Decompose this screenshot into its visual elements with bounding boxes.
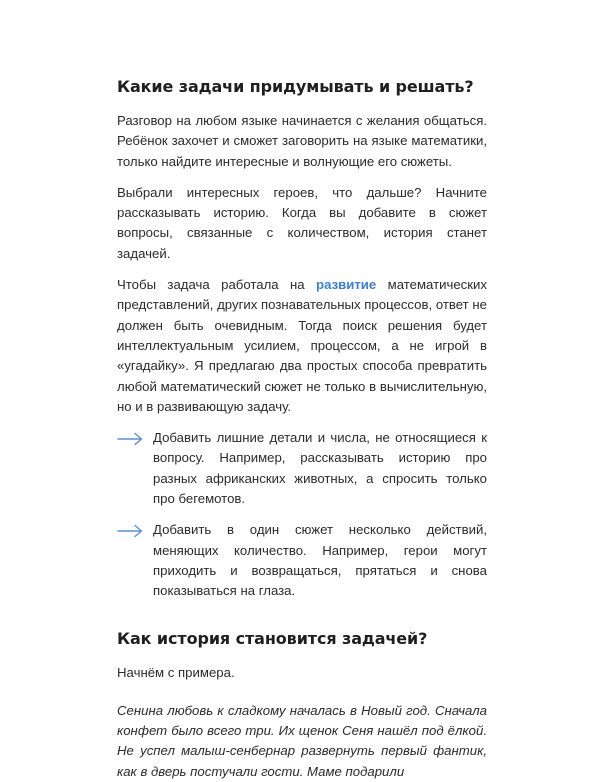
list-item-text: Добавить лишние детали и числа, не относящиеся к вопросу. Например, рассказывать историю про разных африканских животных, а спросить только про бегемотов.	[153, 430, 487, 507]
section-heading-tasks: Какие задачи придумывать и решать?	[117, 77, 474, 96]
paragraph-development-end: математических представлений, других познавательных процессов, ответ не должен быть очевидным. Тогда поиск решения будет интеллектуальным усилием, процессом, а не игрой в «угадайку». Я предлагаю два простых способа превратить любой математический сюжет не только в вычислительную, но и в развивающую задачу.	[117, 277, 488, 414]
list-item	[117, 428, 487, 509]
paragraph-heroes: Выбрали интересных героев, что дальше? Начните рассказывать историю. Когда вы добавите в сюжет вопросы, связанные с количеством, история станет задачей.	[117, 184, 487, 261]
paragraph-development	[117, 275, 487, 417]
arrow-right-icon	[117, 432, 143, 446]
methods-list	[117, 428, 487, 601]
list-item	[117, 520, 487, 601]
paragraph-intro: Начнём с примера.	[117, 664, 235, 680]
paragraph-language: Разговор на любом языке начинается с желания общаться. Ребёнок захочет и сможет заговорить на языке математики, только найдите интересные и волнующие его сюжеты.	[117, 113, 487, 169]
story-quote: Сенина любовь к сладкому началась в Новый год. Сначала конфет было всего три. Их щенок Сеня нашёл под ёлкой. Не успел малыш-сенбернар развернуть первый фантик, как в дверь постучали гости. Маме подарили	[117, 702, 487, 779]
arrow-right-icon	[117, 524, 143, 538]
page-content	[117, 76, 487, 782]
paragraph-development-start: Чтобы задача работала на	[117, 277, 317, 293]
development-link[interactable]: развитие	[316, 277, 377, 293]
list-item-text: Добавить в один сюжет несколько действий, меняющих количество. Например, герои могут приходить и возвращаться, прятаться и снова показываться на глаза.	[153, 522, 487, 599]
section-heading-story: Как история становится задачей?	[117, 628, 428, 648]
